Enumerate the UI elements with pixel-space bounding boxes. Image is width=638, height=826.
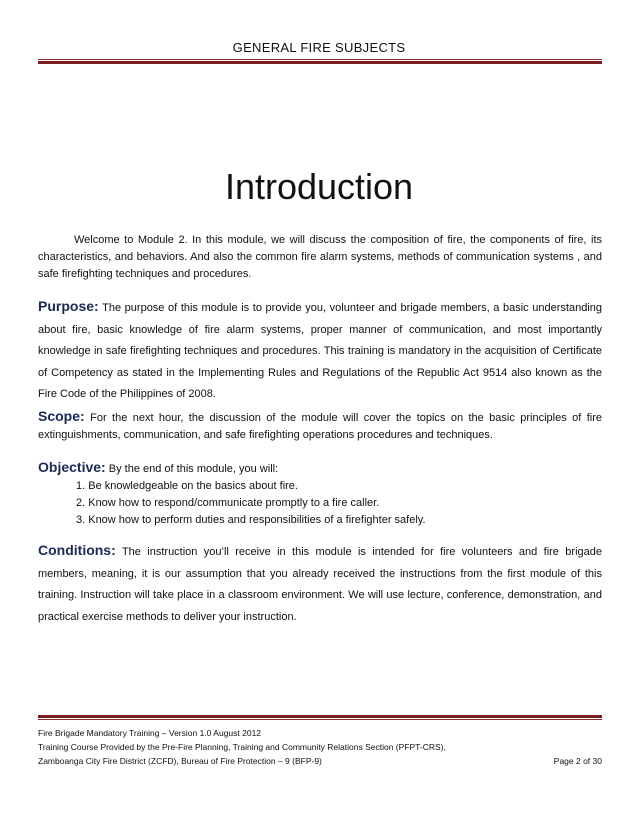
header-rule [38, 59, 602, 64]
conditions-text: The instruction you’ll receive in this module is intended for fire volunteers and fire brigade members, meaning, it is our assumption that you already received the instructions from the first module of this training. Instruction will take place in a classroom environment. We will use lecture, conference, demonstration, and practical exercise methods to deliver your instruction. [38, 546, 602, 623]
footer-rule-thick [38, 715, 602, 718]
intro-paragraph: Welcome to Module 2. In this module, we will discuss the composition of fire, the components of fire, its characteristics, and behaviors. And also the common fire alarm systems, methods of communication systems , and safe firefighting techniques and procedures. [38, 234, 602, 280]
footer-rule-thin [38, 719, 602, 720]
objective-label: Objective: [38, 459, 106, 475]
footer-rule [38, 715, 602, 720]
footer-line-3: Zamboanga City Fire District (ZCFD), Bureau of Fire Protection – 9 (BFP-9) [38, 756, 322, 766]
purpose-section [38, 296, 602, 406]
header-rule-thin [38, 59, 602, 60]
purpose-label: Purpose: [38, 298, 99, 314]
objective-section [38, 459, 602, 529]
footer-line-2: Training Course Provided by the Pre-Fire Planning, Training and Community Relations Section (PFPT-CRS), [38, 742, 446, 752]
list-item: 3. Know how to perform duties and responsibilities of a firefighter safely. [76, 514, 426, 526]
objective-text: By the end of this module, you will: [108, 463, 279, 475]
intro-section [38, 232, 602, 283]
list-item: 2. Know how to respond/communicate promptly to a fire caller. [76, 497, 380, 509]
footer-row [38, 754, 602, 768]
objective-paragraph [38, 459, 602, 478]
purpose-paragraph [38, 296, 602, 406]
scope-section [38, 408, 602, 444]
page-number: Page 2 of 30 [553, 756, 602, 766]
footer [38, 726, 602, 768]
header-title: GENERAL FIRE SUBJECTS [232, 40, 406, 55]
purpose-text: The purpose of this module is to provide you, volunteer and brigade members, a basic understanding about fire, basic knowledge of fire alarm systems, proper manner of communication, and most importantly knowledge in safe firefighting techniques and procedures. This training is mandatory in the acquisition of Certificate of Competency as stated in the Implementing Rules and Regulations of the Republic Act 9514 also known as the Fire Code of the Philippines of 2008. [38, 302, 603, 400]
objective-list [38, 478, 602, 529]
conditions-label: Conditions: [38, 542, 116, 558]
scope-label: Scope: [38, 408, 85, 424]
footer-line-1: Fire Brigade Mandatory Training – Version 1.0 August 2012 [38, 728, 262, 738]
list-item: 1. Be knowledgeable on the basics about fire. [76, 480, 298, 492]
conditions-paragraph [38, 540, 602, 628]
scope-text: For the next hour, the discussion of the module will cover the topics on the basic principles of fire extinguishments, communication, and safe firefighting operations procedures and techniques. [38, 412, 602, 441]
page-title: Introduction [224, 166, 414, 207]
scope-paragraph [38, 408, 602, 444]
conditions-section [38, 540, 602, 628]
header-rule-thick [38, 61, 602, 64]
